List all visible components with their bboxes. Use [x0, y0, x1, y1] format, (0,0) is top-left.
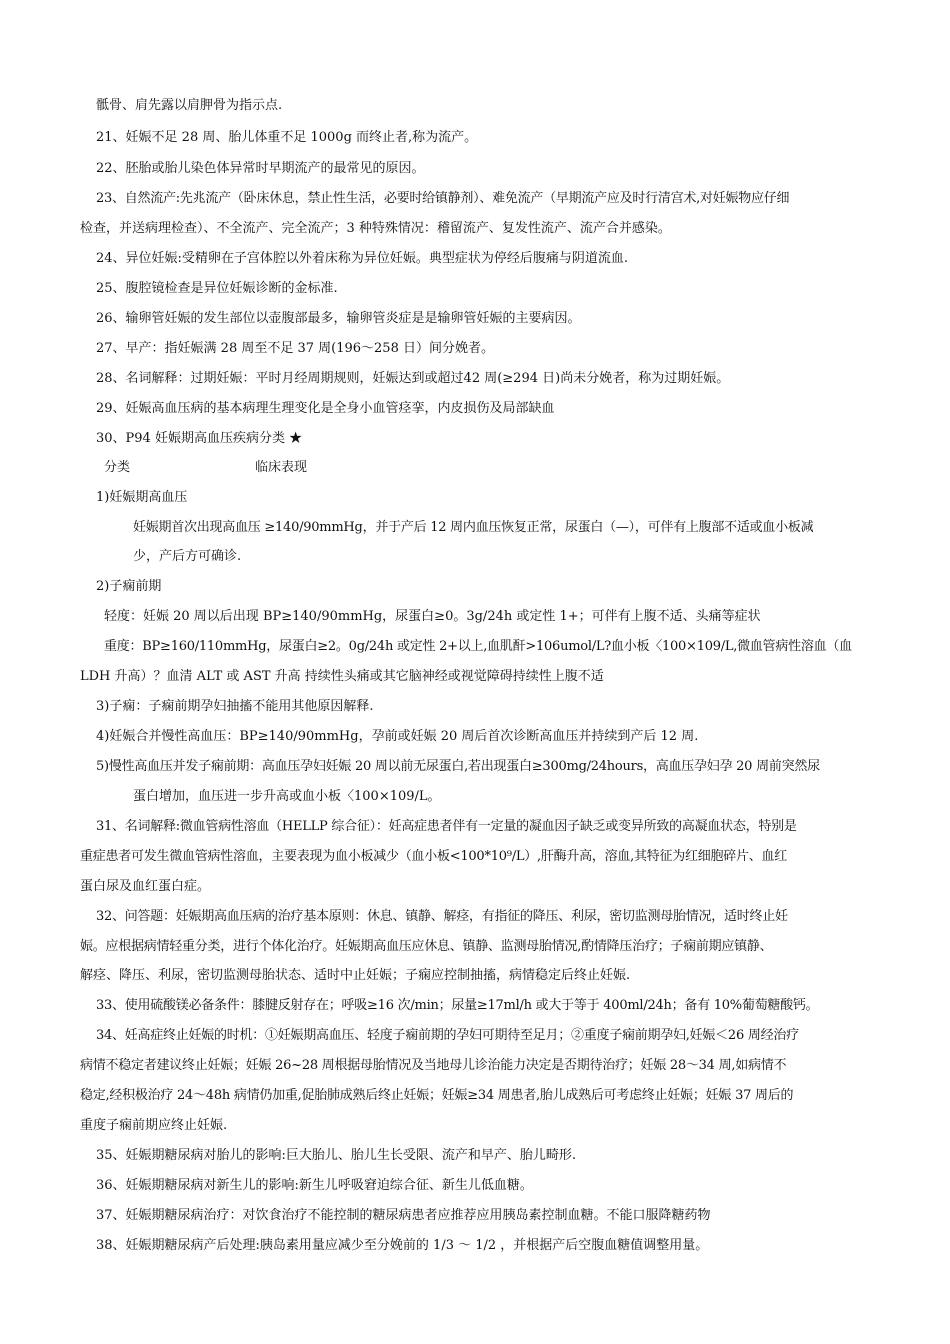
text-line: 23、自然流产:先兆流产（卧床休息，禁止性生活，必要时给镇静剂）、难免流产（早期流产应及时行清宫术,对妊娠物应仔细: [96, 191, 790, 206]
text-line: 4)妊娠合并慢性高血压：BP≥140/90mmHg，孕前或妊娠 20 周后首次诊断高血压并持续到产后 12 周.: [96, 729, 699, 744]
text-line: 3)子痫：子痫前期孕妇抽搐不能用其他原因解释.: [96, 699, 374, 714]
text-line: 重度子痫前期应终止妊娠.: [80, 1118, 228, 1133]
text-line: 病情不稳定者建议终止妊娠；妊娠 26~28 周根据母胎情况及当地母儿诊治能力决定是否期待治疗；妊娠 28～34 周,如病情不: [80, 1058, 787, 1073]
section-heading: 30、P94 妊娠期高血压疾病分类 ★: [96, 431, 303, 446]
text-line: 24、异位妊娠:受精卵在子宫体腔以外着床称为异位妊娠。典型症状为停经后腹痛与阴道流血.: [96, 251, 629, 266]
text-line: 少，产后方可确诊.: [133, 549, 242, 564]
text-line: 1)妊娠期高血压: [96, 490, 188, 505]
table-header-manifestation: 临床表现: [255, 460, 308, 475]
text-line: 5)慢性高血压并发子痫前期：高血压孕妇妊娠 20 周以前无尿蛋白,若出现蛋白≥300mg/24hours，高血压孕妇孕 20 周前突然尿: [96, 759, 820, 774]
text-line: 轻度：妊娠 20 周以后出现 BP≥140/90mmHg，尿蛋白≥0。3g/24h 或定性 1+；可伴有上腹不适、头痛等症状: [104, 609, 761, 624]
text-line: 2)子痫前期: [96, 579, 162, 594]
table-header-category: 分类: [104, 460, 131, 475]
text-line: 35、妊娠期糖尿病对胎儿的影响:巨大胎儿、胎儿生长受限、流产和早产、胎儿畸形.: [96, 1148, 577, 1163]
text-line: 37、妊娠期糖尿病治疗：对饮食治疗不能控制的糖尿病患者应推荐应用胰岛素控制血糖。不能口服降糖药物: [96, 1208, 711, 1223]
text-line: 29、妊娠高血压病的基本病理生理变化是全身小血管痉挛，内皮损伤及局部缺血: [96, 401, 555, 416]
text-line: 娠。应根据病情轻重分类，进行个体化治疗。妊娠期高血压应休息、镇静、监测母胎情况,酌情降压治疗；子痫前期应镇静、: [80, 939, 773, 954]
text-line: 36、妊娠期糖尿病对新生儿的影响:新生儿呼吸窘迫综合征、新生儿低血糖。: [96, 1178, 533, 1193]
text-line: 22、胚胎或胎儿染色体异常时早期流产的最常见的原因。: [96, 161, 425, 176]
text-line: 31、名词解释:微血管病性溶血（HELLP 综合征）：妊高症患者伴有一定量的凝血因子缺乏或变异所致的高凝血状态，特别是: [96, 819, 797, 834]
text-line: 38、妊娠期糖尿病产后处理:胰岛素用量应减少至分娩前的 1/3 ～ 1/2 ，并根据产后空腹血糖值调整用量。: [96, 1238, 709, 1253]
text-line: 稳定,经积极治疗 24～48h 病情仍加重,促胎肺成熟后终止妊娠；妊娠≥34 周患者,胎儿成熟后可考虑终止妊娠；妊娠 37 周后的: [80, 1088, 794, 1103]
text-line: 25、腹腔镜检查是异位妊娠诊断的金标准.: [96, 281, 338, 296]
text-line: 26、输卵管妊娠的发生部位以壶腹部最多，输卵管炎症是是输卵管妊娠的主要病因。: [96, 311, 581, 326]
text-line: 妊娠期首次出现高血压 ≥140/90mmHg，并于产后 12 周内血压恢复正常，尿蛋白（—），可伴有上腹部不适或血小板减: [133, 520, 814, 535]
text-line: LDH 升高）？血清 ALT 或 AST 升高 持续性头痛或其它脑神经或视觉障碍持续性上腹不适: [80, 669, 604, 684]
text-line: 解痉、降压、利尿，密切监测母胎状态、适时中止妊娠；子痫应控制抽搐，病情稳定后终止妊娠.: [80, 968, 631, 983]
text-line: 27、早产：指妊娠满 28 周至不足 37 周(196～258 日）间分娩者。: [96, 341, 494, 356]
text-line: 骶骨、肩先露以肩胛骨为指示点.: [96, 98, 283, 113]
text-line: 28、名词解释：过期妊娠：平时月经周期规则，妊娠达到或超过42 周(≥294 日)尚未分娩者，称为过期妊娠。: [96, 371, 730, 386]
text-line: 33、使用硫酸镁必备条件：膝腱反射存在；呼吸≥16 次/min；尿量≥17ml/h 或大于等于 400ml/24h；备有 10%葡萄糖酸钙。: [96, 998, 819, 1013]
text-line: 重度：BP≥160/110mmHg，尿蛋白≥2。0g/24h 或定性 2+以上,血肌酐>106umol/L?血小板〈100×109/L,微血管病性溶血（血: [104, 639, 852, 654]
text-line: 蛋白尿及血红蛋白症。: [80, 879, 211, 894]
text-line: 重症患者可发生微血管病性溶血，主要表现为血小板减少（血小板<100*10⁹/L）,肝酶升高，溶血,其特征为红细胞碎片、血红: [80, 849, 787, 864]
text-line: 21、妊娠不足 28 周、胎儿体重不足 1000g 而终止者,称为流产。: [96, 130, 478, 145]
text-line: 蛋白增加，血压进一步升高或血小板〈100×109/L。: [133, 789, 441, 804]
text-line: 检查，并送病理检查）、不全流产、完全流产；3 种特殊情况：稽留流产、复发性流产、流产合并感染。: [80, 221, 671, 236]
text-line: 32、问答题：妊娠期高血压病的治疗基本原则：休息、镇静、解痉，有指征的降压、利尿，密切监测母胎情况，适时终止妊: [96, 909, 788, 924]
text-line: 34、妊高症终止妊娠的时机：①妊娠期高血压、轻度子痫前期的孕妇可期待至足月；②重度子痫前期孕妇,妊娠＜26 周经治疗: [96, 1028, 799, 1043]
